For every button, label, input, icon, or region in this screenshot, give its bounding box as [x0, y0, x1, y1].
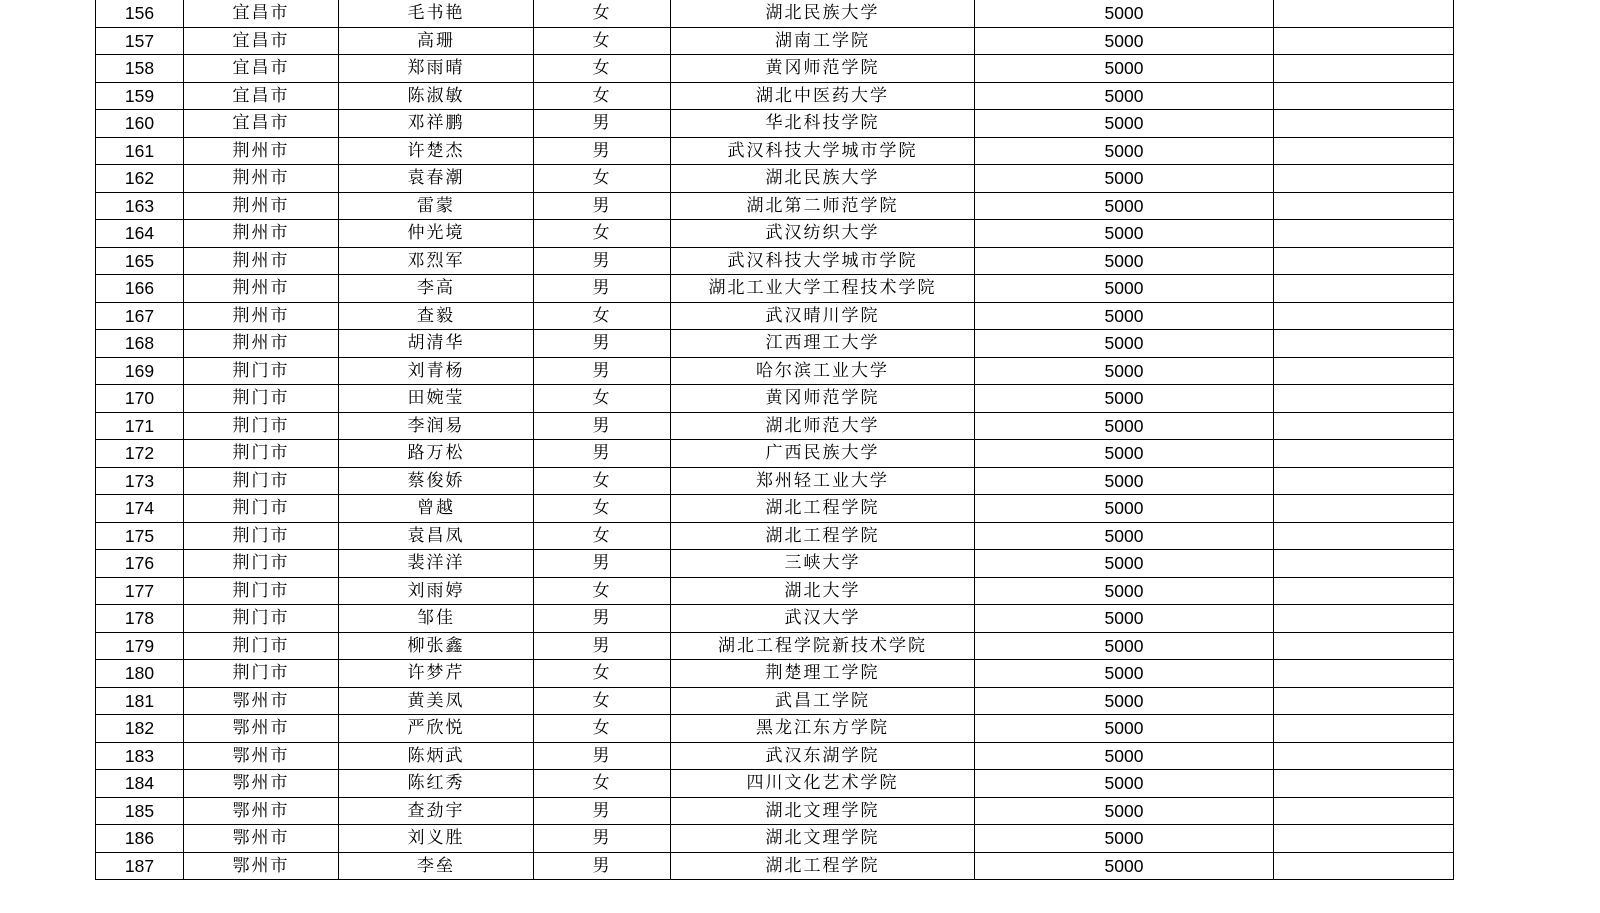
row-number-cell: 167	[96, 302, 184, 330]
amount-cell: 5000	[975, 550, 1274, 578]
table-row	[96, 440, 1454, 468]
table-body	[96, 0, 1454, 880]
city-cell: 荆州市	[184, 192, 339, 220]
amount-cell: 5000	[975, 715, 1274, 743]
remark-cell	[1274, 440, 1454, 468]
city-cell: 鄂州市	[184, 715, 339, 743]
gender-cell: 男	[534, 605, 671, 633]
name-cell: 严欣悦	[339, 715, 534, 743]
school-cell: 湖北工程学院	[671, 495, 975, 523]
amount-cell: 5000	[975, 797, 1274, 825]
remark-cell	[1274, 357, 1454, 385]
city-cell: 荆门市	[184, 495, 339, 523]
remark-cell	[1274, 165, 1454, 193]
row-number-cell: 158	[96, 55, 184, 83]
school-cell: 湖北民族大学	[671, 0, 975, 27]
city-cell: 荆州市	[184, 330, 339, 358]
row-number-cell: 178	[96, 605, 184, 633]
remark-cell	[1274, 302, 1454, 330]
row-number-cell: 184	[96, 770, 184, 798]
remark-cell	[1274, 825, 1454, 853]
city-cell: 荆门市	[184, 412, 339, 440]
remark-cell	[1274, 550, 1454, 578]
gender-cell: 男	[534, 550, 671, 578]
city-cell: 荆门市	[184, 440, 339, 468]
school-cell: 哈尔滨工业大学	[671, 357, 975, 385]
name-cell: 黄美凤	[339, 687, 534, 715]
amount-cell: 5000	[975, 137, 1274, 165]
amount-cell: 5000	[975, 0, 1274, 27]
amount-cell: 5000	[975, 577, 1274, 605]
gender-cell: 女	[534, 165, 671, 193]
name-cell: 蔡俊娇	[339, 467, 534, 495]
name-cell: 邓烈军	[339, 247, 534, 275]
remark-cell	[1274, 110, 1454, 138]
gender-cell: 女	[534, 495, 671, 523]
table-row	[96, 220, 1454, 248]
table-row	[96, 0, 1454, 27]
city-cell: 鄂州市	[184, 742, 339, 770]
remark-cell	[1274, 852, 1454, 880]
remark-cell	[1274, 412, 1454, 440]
school-cell: 华北科技学院	[671, 110, 975, 138]
row-number-cell: 164	[96, 220, 184, 248]
remark-cell	[1274, 192, 1454, 220]
amount-cell: 5000	[975, 247, 1274, 275]
school-cell: 郑州轻工业大学	[671, 467, 975, 495]
table-row	[96, 302, 1454, 330]
row-number-cell: 187	[96, 852, 184, 880]
table-row	[96, 330, 1454, 358]
name-cell: 裴洋洋	[339, 550, 534, 578]
school-cell: 黄冈师范学院	[671, 385, 975, 413]
city-cell: 荆门市	[184, 660, 339, 688]
school-cell: 湖南工学院	[671, 27, 975, 55]
gender-cell: 男	[534, 440, 671, 468]
school-cell: 湖北第二师范学院	[671, 192, 975, 220]
school-cell: 黑龙江东方学院	[671, 715, 975, 743]
row-number-cell: 174	[96, 495, 184, 523]
city-cell: 宜昌市	[184, 55, 339, 83]
table-row	[96, 687, 1454, 715]
amount-cell: 5000	[975, 357, 1274, 385]
school-cell: 三峡大学	[671, 550, 975, 578]
name-cell: 李润易	[339, 412, 534, 440]
city-cell: 荆州市	[184, 275, 339, 303]
gender-cell: 男	[534, 192, 671, 220]
amount-cell: 5000	[975, 110, 1274, 138]
table-row	[96, 247, 1454, 275]
amount-cell: 5000	[975, 522, 1274, 550]
row-number-cell: 159	[96, 82, 184, 110]
amount-cell: 5000	[975, 440, 1274, 468]
table-row	[96, 770, 1454, 798]
amount-cell: 5000	[975, 55, 1274, 83]
table-row	[96, 192, 1454, 220]
amount-cell: 5000	[975, 330, 1274, 358]
row-number-cell: 170	[96, 385, 184, 413]
city-cell: 荆门市	[184, 577, 339, 605]
amount-cell: 5000	[975, 742, 1274, 770]
amount-cell: 5000	[975, 770, 1274, 798]
row-number-cell: 173	[96, 467, 184, 495]
row-number-cell: 168	[96, 330, 184, 358]
name-cell: 邓祥鹏	[339, 110, 534, 138]
city-cell: 宜昌市	[184, 82, 339, 110]
table-row	[96, 495, 1454, 523]
school-cell: 湖北工程学院	[671, 522, 975, 550]
table-row	[96, 357, 1454, 385]
name-cell: 曾越	[339, 495, 534, 523]
row-number-cell: 161	[96, 137, 184, 165]
city-cell: 荆门市	[184, 550, 339, 578]
gender-cell: 女	[534, 82, 671, 110]
table-row	[96, 605, 1454, 633]
name-cell: 毛书艳	[339, 0, 534, 27]
school-cell: 武汉科技大学城市学院	[671, 247, 975, 275]
name-cell: 陈红秀	[339, 770, 534, 798]
remark-cell	[1274, 495, 1454, 523]
table-row	[96, 660, 1454, 688]
table-row	[96, 852, 1454, 880]
school-cell: 湖北文理学院	[671, 797, 975, 825]
gender-cell: 男	[534, 412, 671, 440]
table-row	[96, 27, 1454, 55]
row-number-cell: 180	[96, 660, 184, 688]
row-number-cell: 183	[96, 742, 184, 770]
city-cell: 荆门市	[184, 385, 339, 413]
table-row	[96, 412, 1454, 440]
remark-cell	[1274, 137, 1454, 165]
table-row	[96, 577, 1454, 605]
city-cell: 荆州市	[184, 165, 339, 193]
city-cell: 荆州市	[184, 220, 339, 248]
table-row	[96, 385, 1454, 413]
gender-cell: 男	[534, 247, 671, 275]
gender-cell: 男	[534, 137, 671, 165]
school-cell: 湖北民族大学	[671, 165, 975, 193]
table-row	[96, 715, 1454, 743]
table-row	[96, 742, 1454, 770]
name-cell: 陈炳武	[339, 742, 534, 770]
school-cell: 黄冈师范学院	[671, 55, 975, 83]
table-row	[96, 825, 1454, 853]
amount-cell: 5000	[975, 275, 1274, 303]
remark-cell	[1274, 275, 1454, 303]
gender-cell: 女	[534, 467, 671, 495]
table-row	[96, 632, 1454, 660]
city-cell: 荆州市	[184, 247, 339, 275]
name-cell: 袁春潮	[339, 165, 534, 193]
gender-cell: 男	[534, 275, 671, 303]
name-cell: 陈淑敏	[339, 82, 534, 110]
amount-cell: 5000	[975, 220, 1274, 248]
gender-cell: 女	[534, 715, 671, 743]
remark-cell	[1274, 27, 1454, 55]
school-cell: 湖北文理学院	[671, 825, 975, 853]
amount-cell: 5000	[975, 27, 1274, 55]
gender-cell: 女	[534, 27, 671, 55]
name-cell: 查毅	[339, 302, 534, 330]
gender-cell: 女	[534, 55, 671, 83]
school-cell: 广西民族大学	[671, 440, 975, 468]
amount-cell: 5000	[975, 660, 1274, 688]
gender-cell: 男	[534, 797, 671, 825]
city-cell: 荆门市	[184, 357, 339, 385]
city-cell: 鄂州市	[184, 797, 339, 825]
table-row	[96, 275, 1454, 303]
name-cell: 胡清华	[339, 330, 534, 358]
gender-cell: 女	[534, 770, 671, 798]
table-row	[96, 522, 1454, 550]
row-number-cell: 160	[96, 110, 184, 138]
city-cell: 荆门市	[184, 605, 339, 633]
city-cell: 鄂州市	[184, 770, 339, 798]
city-cell: 荆门市	[184, 467, 339, 495]
city-cell: 宜昌市	[184, 110, 339, 138]
school-cell: 武昌工学院	[671, 687, 975, 715]
school-cell: 武汉纺织大学	[671, 220, 975, 248]
name-cell: 邹佳	[339, 605, 534, 633]
name-cell: 仲光境	[339, 220, 534, 248]
gender-cell: 男	[534, 825, 671, 853]
gender-cell: 男	[534, 632, 671, 660]
school-cell: 武汉东湖学院	[671, 742, 975, 770]
city-cell: 宜昌市	[184, 0, 339, 27]
row-number-cell: 175	[96, 522, 184, 550]
remark-cell	[1274, 660, 1454, 688]
amount-cell: 5000	[975, 412, 1274, 440]
remark-cell	[1274, 742, 1454, 770]
gender-cell: 男	[534, 330, 671, 358]
row-number-cell: 185	[96, 797, 184, 825]
name-cell: 刘青杨	[339, 357, 534, 385]
school-cell: 湖北工程学院	[671, 852, 975, 880]
row-number-cell: 177	[96, 577, 184, 605]
city-cell: 鄂州市	[184, 687, 339, 715]
name-cell: 查劲宇	[339, 797, 534, 825]
school-cell: 武汉科技大学城市学院	[671, 137, 975, 165]
amount-cell: 5000	[975, 605, 1274, 633]
name-cell: 李垒	[339, 852, 534, 880]
amount-cell: 5000	[975, 302, 1274, 330]
remark-cell	[1274, 220, 1454, 248]
name-cell: 许梦芹	[339, 660, 534, 688]
gender-cell: 男	[534, 357, 671, 385]
school-cell: 湖北大学	[671, 577, 975, 605]
remark-cell	[1274, 605, 1454, 633]
school-cell: 武汉大学	[671, 605, 975, 633]
city-cell: 宜昌市	[184, 27, 339, 55]
row-number-cell: 165	[96, 247, 184, 275]
gender-cell: 女	[534, 577, 671, 605]
amount-cell: 5000	[975, 495, 1274, 523]
amount-cell: 5000	[975, 385, 1274, 413]
name-cell: 田婉莹	[339, 385, 534, 413]
remark-cell	[1274, 0, 1454, 27]
school-cell: 荆楚理工学院	[671, 660, 975, 688]
name-cell: 路万松	[339, 440, 534, 468]
student-aid-table	[95, 0, 1454, 880]
name-cell: 许楚杰	[339, 137, 534, 165]
row-number-cell: 172	[96, 440, 184, 468]
school-cell: 湖北师范大学	[671, 412, 975, 440]
amount-cell: 5000	[975, 192, 1274, 220]
gender-cell: 男	[534, 742, 671, 770]
amount-cell: 5000	[975, 687, 1274, 715]
city-cell: 荆州市	[184, 137, 339, 165]
name-cell: 李高	[339, 275, 534, 303]
gender-cell: 女	[534, 220, 671, 248]
table-row	[96, 55, 1454, 83]
school-cell: 江西理工大学	[671, 330, 975, 358]
city-cell: 荆门市	[184, 632, 339, 660]
row-number-cell: 157	[96, 27, 184, 55]
gender-cell: 女	[534, 0, 671, 27]
row-number-cell: 163	[96, 192, 184, 220]
gender-cell: 男	[534, 110, 671, 138]
remark-cell	[1274, 797, 1454, 825]
remark-cell	[1274, 687, 1454, 715]
row-number-cell: 181	[96, 687, 184, 715]
name-cell: 郑雨晴	[339, 55, 534, 83]
table-row	[96, 82, 1454, 110]
row-number-cell: 179	[96, 632, 184, 660]
row-number-cell: 162	[96, 165, 184, 193]
name-cell: 柳张鑫	[339, 632, 534, 660]
name-cell: 高珊	[339, 27, 534, 55]
remark-cell	[1274, 577, 1454, 605]
remark-cell	[1274, 385, 1454, 413]
city-cell: 荆州市	[184, 302, 339, 330]
gender-cell: 女	[534, 522, 671, 550]
table-row	[96, 137, 1454, 165]
gender-cell: 女	[534, 302, 671, 330]
row-number-cell: 169	[96, 357, 184, 385]
row-number-cell: 186	[96, 825, 184, 853]
remark-cell	[1274, 55, 1454, 83]
name-cell: 袁昌凤	[339, 522, 534, 550]
remark-cell	[1274, 82, 1454, 110]
table-row	[96, 797, 1454, 825]
row-number-cell: 182	[96, 715, 184, 743]
name-cell: 刘雨婷	[339, 577, 534, 605]
remark-cell	[1274, 330, 1454, 358]
table-row	[96, 165, 1454, 193]
school-cell: 武汉晴川学院	[671, 302, 975, 330]
city-cell: 鄂州市	[184, 852, 339, 880]
school-cell: 湖北工业大学工程技术学院	[671, 275, 975, 303]
name-cell: 雷蒙	[339, 192, 534, 220]
remark-cell	[1274, 247, 1454, 275]
amount-cell: 5000	[975, 825, 1274, 853]
table-row	[96, 467, 1454, 495]
gender-cell: 男	[534, 852, 671, 880]
gender-cell: 女	[534, 687, 671, 715]
school-cell: 四川文化艺术学院	[671, 770, 975, 798]
table-row	[96, 550, 1454, 578]
table-row	[96, 110, 1454, 138]
name-cell: 刘义胜	[339, 825, 534, 853]
amount-cell: 5000	[975, 82, 1274, 110]
remark-cell	[1274, 632, 1454, 660]
row-number-cell: 166	[96, 275, 184, 303]
amount-cell: 5000	[975, 632, 1274, 660]
school-cell: 湖北中医药大学	[671, 82, 975, 110]
city-cell: 荆门市	[184, 522, 339, 550]
amount-cell: 5000	[975, 852, 1274, 880]
row-number-cell: 171	[96, 412, 184, 440]
city-cell: 鄂州市	[184, 825, 339, 853]
gender-cell: 女	[534, 660, 671, 688]
row-number-cell: 176	[96, 550, 184, 578]
school-cell: 湖北工程学院新技术学院	[671, 632, 975, 660]
remark-cell	[1274, 467, 1454, 495]
row-number-cell: 156	[96, 0, 184, 27]
amount-cell: 5000	[975, 467, 1274, 495]
amount-cell: 5000	[975, 165, 1274, 193]
remark-cell	[1274, 770, 1454, 798]
gender-cell: 女	[534, 385, 671, 413]
remark-cell	[1274, 715, 1454, 743]
remark-cell	[1274, 522, 1454, 550]
